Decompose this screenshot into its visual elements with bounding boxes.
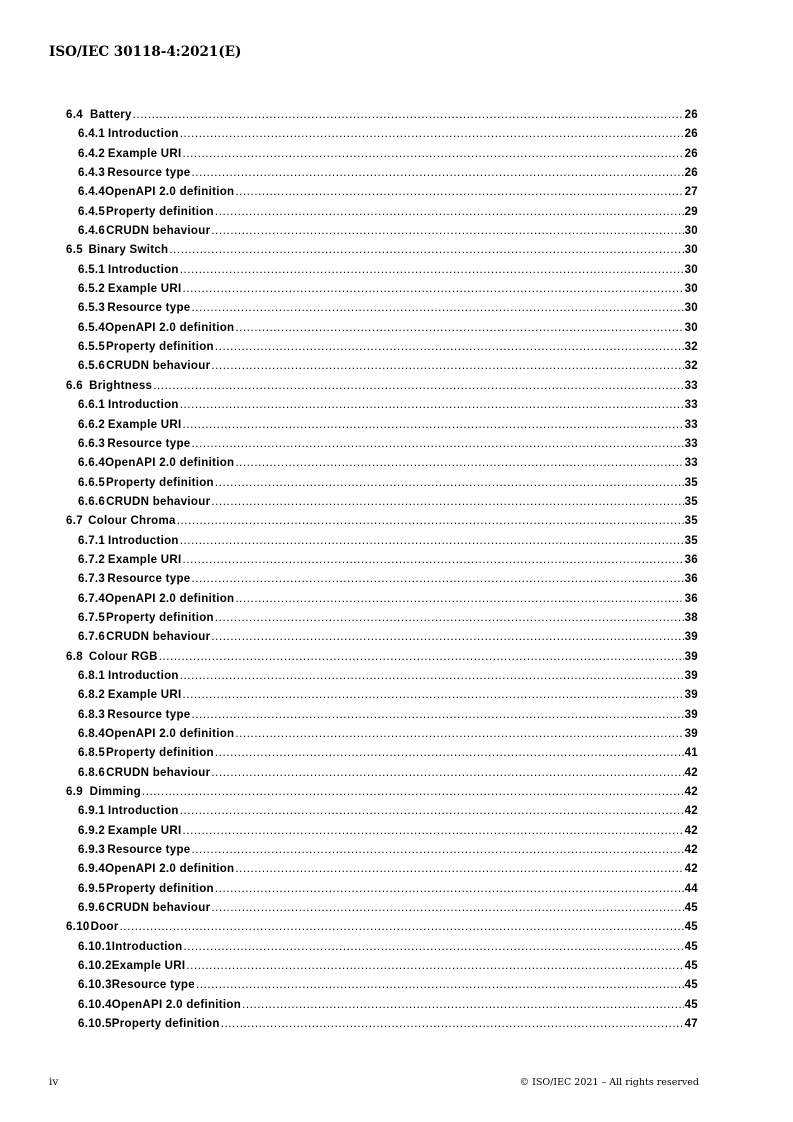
toc-entry-number: 6.9.4: [78, 863, 106, 876]
toc-entry-title: Resource type: [107, 844, 191, 857]
toc-dot-leader: [153, 380, 683, 392]
toc-dot-leader: [183, 419, 684, 431]
toc-dot-leader: [177, 515, 684, 527]
toc-entry-page: 33: [684, 418, 698, 431]
toc-dot-leader: [183, 689, 684, 701]
toc-entry-page: 35: [684, 495, 698, 508]
toc-entry[interactable]: [66, 302, 698, 321]
toc-entry-number: 6.7.2: [78, 553, 106, 566]
toc-entry[interactable]: [66, 767, 698, 786]
toc-entry-title: OpenAPI 2.0 definition: [105, 186, 235, 199]
toc-entry[interactable]: [66, 728, 698, 747]
toc-entry-page: 32: [684, 341, 698, 354]
toc-entry-number: 6.6.2: [78, 418, 106, 431]
toc-entry-number: 6.8.3: [78, 708, 106, 721]
toc-entry-number: 6.5.2: [78, 283, 106, 296]
toc-entry-number: 6.9: [66, 786, 83, 799]
toc-entry-page: 44: [684, 882, 698, 895]
toc-entry-number: 6.10.5: [78, 1018, 112, 1031]
toc-entry[interactable]: [66, 225, 698, 244]
toc-entry[interactable]: [66, 496, 698, 515]
toc-dot-leader: [180, 670, 684, 682]
toc-entry[interactable]: [66, 709, 698, 728]
toc-dot-leader: [183, 554, 684, 566]
toc-dot-leader: [211, 767, 683, 779]
toc-entry-title: Binary Switch: [88, 244, 169, 257]
toc-dot-leader: [120, 921, 684, 933]
toc-entry-number: 6.4: [66, 109, 83, 121]
toc-dot-leader: [133, 109, 684, 121]
toc-entry-title: Example URI: [107, 283, 182, 296]
toc-dot-leader: [235, 863, 683, 875]
toc-entry-title: Example URI: [107, 418, 182, 431]
toc-entry-title: CRUDN behaviour: [106, 631, 211, 644]
toc-entry[interactable]: [66, 477, 698, 496]
toc-dot-leader: [192, 573, 684, 585]
toc-entry-title: Property definition: [105, 341, 214, 354]
toc-entry[interactable]: [66, 747, 698, 766]
toc-entry-number: 6.5.1: [78, 263, 106, 276]
toc-entry-number: 6.8.4: [78, 728, 106, 740]
toc-entry-page: 45: [684, 960, 698, 973]
toc-entry-number: 6.5.3: [78, 302, 106, 315]
toc-entry-page: 42: [684, 844, 698, 857]
toc-entry-title: Introduction: [108, 805, 179, 818]
toc-entry-title: Colour RGB: [88, 650, 158, 663]
toc-dot-leader: [183, 283, 684, 295]
toc-entry-title: CRUDN behaviour: [106, 902, 211, 915]
toc-entry-page: 36: [684, 592, 698, 605]
toc-entry-page: 33: [684, 437, 698, 450]
toc-entry[interactable]: [66, 883, 698, 902]
toc-entry-title: Example URI: [107, 147, 182, 160]
toc-entry-number: 6.7.4: [78, 592, 106, 605]
toc-entry[interactable]: [66, 438, 698, 457]
toc-entry-title: Introduction: [108, 399, 179, 412]
toc-entry-title: Introduction: [111, 940, 183, 953]
toc-entry-number: 6.7.3: [78, 573, 106, 586]
toc-entry-number: 6.9.1: [78, 805, 106, 818]
toc-entry[interactable]: [66, 593, 698, 612]
toc-entry-title: CRUDN behaviour: [106, 225, 211, 238]
toc-entry-title: Introduction: [108, 669, 179, 682]
toc-entry-title: Resource type: [107, 437, 191, 450]
toc-entry[interactable]: [66, 380, 698, 399]
toc-entry[interactable]: [66, 419, 698, 438]
document-identifier: ISO/IEC 30118-4:2021(E): [49, 44, 242, 60]
toc-entry-number: 6.5.6: [78, 360, 106, 373]
toc-entry[interactable]: [66, 457, 698, 476]
toc-dot-leader: [183, 148, 684, 160]
toc-entry[interactable]: [66, 844, 698, 863]
toc-entry-number: 6.4.1: [78, 128, 106, 141]
toc-entry-page: 38: [684, 611, 698, 624]
toc-entry-number: 6.4.2: [78, 147, 106, 160]
toc-entry-number: 6.6.1: [78, 399, 106, 412]
toc-entry-title: Resource type: [107, 573, 191, 586]
toc-entry-title: Resource type: [107, 708, 191, 721]
toc-entry-page: 27: [684, 186, 698, 199]
toc-entry[interactable]: [66, 863, 698, 882]
toc-entry[interactable]: [66, 515, 698, 534]
toc-entry-page: 30: [684, 283, 698, 296]
toc-entry-number: 6.8: [66, 650, 83, 663]
toc-entry-number: 6.8.6: [78, 766, 106, 779]
toc-entry-page: 33: [684, 457, 698, 470]
toc-dot-leader: [142, 786, 684, 798]
toc-entry-title: Example URI: [107, 824, 182, 837]
toc-entry-number: 6.4.6: [78, 225, 106, 238]
toc-entry[interactable]: [66, 167, 698, 186]
toc-entry-page: 30: [684, 244, 698, 257]
toc-entry-number: 6.8.5: [78, 747, 106, 760]
toc-entry-number: 6.5: [66, 244, 83, 257]
toc-entry[interactable]: [66, 554, 698, 573]
toc-entry-page: 45: [684, 979, 698, 992]
toc-entry[interactable]: [66, 612, 698, 631]
toc-dot-leader: [211, 902, 683, 914]
toc-dot-leader: [211, 631, 683, 643]
toc-dot-leader: [192, 438, 684, 450]
toc-entry-title: Introduction: [108, 128, 179, 141]
toc-entry[interactable]: [66, 283, 698, 302]
toc-entry[interactable]: [66, 786, 698, 805]
toc-entry[interactable]: [66, 109, 698, 128]
toc-entry-number: 6.9.5: [78, 882, 106, 895]
toc-entry-title: Door: [90, 921, 119, 934]
toc-dot-leader: [180, 399, 684, 411]
toc-entry-number: 6.4.4: [78, 186, 106, 199]
toc-entry-number: 6.8.1: [78, 669, 106, 682]
toc-entry-number: 6.9.2: [78, 824, 106, 837]
toc-dot-leader: [215, 883, 684, 895]
toc-entry-number: 6.7: [66, 515, 83, 528]
toc-entry-page: 35: [684, 476, 698, 489]
toc-dot-leader: [186, 960, 683, 972]
toc-entry-number: 6.7.5: [78, 611, 106, 624]
toc-entry-page: 26: [684, 128, 698, 141]
toc-entry[interactable]: [66, 999, 698, 1018]
toc-entry-page: 32: [684, 360, 698, 373]
toc-entry[interactable]: [66, 631, 698, 650]
toc-entry-title: Example URI: [107, 553, 182, 566]
toc-entry-title: Property definition: [105, 476, 214, 489]
toc-entry[interactable]: [66, 264, 698, 283]
toc-dot-leader: [211, 360, 683, 372]
toc-entry[interactable]: [66, 902, 698, 921]
toc-entry-page: 30: [684, 302, 698, 315]
toc-entry-page: 45: [684, 902, 698, 915]
toc-entry[interactable]: [66, 960, 698, 979]
toc-entry-number: 6.4.3: [78, 167, 106, 180]
toc-dot-leader: [242, 999, 684, 1011]
toc-entry-page: 26: [684, 167, 698, 180]
toc-entry-title: Dimming: [89, 786, 141, 799]
toc-entry-title: OpenAPI 2.0 definition: [105, 457, 235, 470]
toc-entry-page: 26: [684, 109, 698, 121]
toc-entry-title: Brightness: [89, 379, 153, 392]
toc-entry-title: Resource type: [107, 302, 191, 315]
toc-entry-number: 6.7.1: [78, 534, 106, 547]
toc-entry[interactable]: [66, 941, 698, 960]
toc-entry-page: 39: [684, 689, 698, 702]
toc-dot-leader: [180, 264, 684, 276]
toc-entry-number: 6.6: [66, 379, 83, 392]
toc-entry[interactable]: [66, 341, 698, 360]
toc-dot-leader: [235, 457, 683, 469]
toc-dot-leader: [192, 302, 684, 314]
toc-entry-page: 29: [684, 205, 698, 218]
toc-entry[interactable]: [66, 186, 698, 205]
toc-entry-page: 39: [684, 669, 698, 682]
toc-entry[interactable]: [66, 128, 698, 147]
toc-entry-title: OpenAPI 2.0 definition: [105, 592, 235, 605]
toc-entry-page: 39: [684, 728, 698, 740]
toc-entry-number: 6.10.4: [78, 998, 112, 1011]
toc-entry-page: 33: [684, 399, 698, 412]
toc-entry[interactable]: [66, 921, 698, 940]
toc-entry-page: 26: [684, 147, 698, 160]
toc-dot-leader: [215, 206, 684, 218]
toc-entry-page: 35: [684, 534, 698, 547]
toc-entry-page: 36: [684, 573, 698, 586]
toc-dot-leader: [235, 593, 683, 605]
toc-entry-number: 6.7.6: [78, 631, 106, 644]
toc-entry[interactable]: [66, 573, 698, 592]
toc-dot-leader: [192, 167, 684, 179]
toc-entry-title: CRUDN behaviour: [106, 360, 211, 373]
toc-dot-leader: [215, 612, 684, 624]
toc-entry[interactable]: [66, 535, 698, 554]
toc-entry-page: 45: [684, 998, 698, 1011]
toc-dot-leader: [215, 477, 684, 489]
toc-entry-number: 6.5.5: [78, 341, 106, 354]
toc-entry[interactable]: [66, 979, 698, 998]
toc-entry-title: Property definition: [105, 882, 214, 895]
toc-entry-title: Property definition: [105, 747, 214, 760]
toc-entry[interactable]: [66, 1018, 698, 1037]
toc-entry-number: 6.9.3: [78, 844, 106, 857]
toc-entry-title: OpenAPI 2.0 definition: [105, 321, 235, 334]
toc-entry-page: 47: [684, 1018, 698, 1031]
toc-dot-leader: [183, 941, 683, 953]
toc-dot-leader: [235, 322, 683, 334]
toc-entry-title: Property definition: [111, 1018, 220, 1031]
toc-entry-title: Property definition: [105, 205, 214, 218]
toc-entry-title: Example URI: [107, 689, 182, 702]
toc-entry-number: 6.4.5: [78, 205, 106, 218]
toc-entry-page: 45: [684, 921, 698, 934]
toc-entry-title: Resource type: [111, 979, 195, 992]
toc-dot-leader: [180, 128, 684, 140]
toc-entry-page: 39: [684, 631, 698, 644]
toc-dot-leader: [215, 747, 684, 759]
toc-entry-number: 6.9.6: [78, 902, 106, 915]
toc-entry-page: 36: [684, 553, 698, 566]
footer-page-number: iv: [49, 1076, 59, 1088]
toc-dot-leader: [192, 709, 684, 721]
toc-entry[interactable]: [66, 206, 698, 225]
toc-entry-title: Colour Chroma: [88, 515, 176, 528]
toc-entry-page: 42: [684, 824, 698, 837]
toc-entry[interactable]: [66, 148, 698, 167]
toc-entry-page: 42: [684, 863, 698, 876]
table-of-contents: [66, 109, 698, 1038]
toc-entry-page: 42: [684, 766, 698, 779]
footer-copyright: © ISO/IEC 2021 – All rights reserved: [519, 1077, 699, 1088]
toc-entry-title: Property definition: [105, 611, 214, 624]
toc-entry-page: 42: [684, 786, 698, 799]
toc-entry-number: 6.10.2: [78, 960, 112, 973]
toc-entry-number: 6.6.3: [78, 437, 106, 450]
toc-entry[interactable]: [66, 670, 698, 689]
toc-entry[interactable]: [66, 244, 698, 263]
toc-entry-title: OpenAPI 2.0 definition: [105, 728, 235, 740]
toc-entry-page: 33: [684, 379, 698, 392]
toc-entry[interactable]: [66, 360, 698, 379]
toc-dot-leader: [192, 844, 684, 856]
toc-entry-title: Example URI: [111, 960, 186, 973]
toc-entry-title: CRUDN behaviour: [106, 766, 211, 779]
toc-dot-leader: [169, 244, 683, 256]
toc-dot-leader: [211, 496, 683, 508]
toc-entry-page: 45: [684, 940, 698, 953]
toc-entry-page: 41: [684, 747, 698, 760]
toc-entry-number: 6.10.1: [78, 940, 112, 953]
toc-entry-number: 6.6.6: [78, 495, 106, 508]
toc-entry[interactable]: [66, 805, 698, 824]
toc-dot-leader: [159, 651, 684, 663]
toc-entry-number: 6.5.4: [78, 321, 106, 334]
toc-entry[interactable]: [66, 651, 698, 670]
toc-entry-title: Resource type: [107, 167, 191, 180]
toc-entry-page: 30: [684, 225, 698, 238]
toc-entry-page: 30: [684, 321, 698, 334]
toc-entry-title: OpenAPI 2.0 definition: [105, 863, 235, 876]
toc-dot-leader: [196, 979, 684, 991]
toc-entry-number: 6.6.4: [78, 457, 106, 470]
toc-entry[interactable]: [66, 825, 698, 844]
toc-entry-page: 39: [684, 708, 698, 721]
toc-entry-number: 6.6.5: [78, 476, 106, 489]
toc-dot-leader: [183, 825, 684, 837]
toc-entry-page: 39: [684, 650, 698, 663]
toc-entry-number: 6.8.2: [78, 689, 106, 702]
toc-entry-title: Battery: [90, 109, 132, 121]
toc-entry[interactable]: [66, 322, 698, 341]
toc-dot-leader: [211, 225, 683, 237]
toc-entry-page: 35: [684, 515, 698, 528]
toc-dot-leader: [215, 341, 684, 353]
toc-entry-page: 42: [684, 805, 698, 818]
toc-entry-page: 30: [684, 263, 698, 276]
toc-entry[interactable]: [66, 399, 698, 418]
toc-entry-title: Introduction: [108, 534, 179, 547]
toc-dot-leader: [180, 805, 684, 817]
toc-entry-number: 6.10.3: [78, 979, 112, 992]
toc-entry-number: 6.10: [66, 921, 90, 934]
toc-entry-title: CRUDN behaviour: [106, 495, 211, 508]
toc-entry-title: OpenAPI 2.0 definition: [111, 998, 242, 1011]
toc-dot-leader: [235, 728, 683, 740]
toc-dot-leader: [180, 535, 684, 547]
toc-dot-leader: [221, 1018, 684, 1030]
toc-entry[interactable]: [66, 689, 698, 708]
toc-entry-title: Introduction: [108, 263, 179, 276]
toc-dot-leader: [235, 186, 683, 198]
